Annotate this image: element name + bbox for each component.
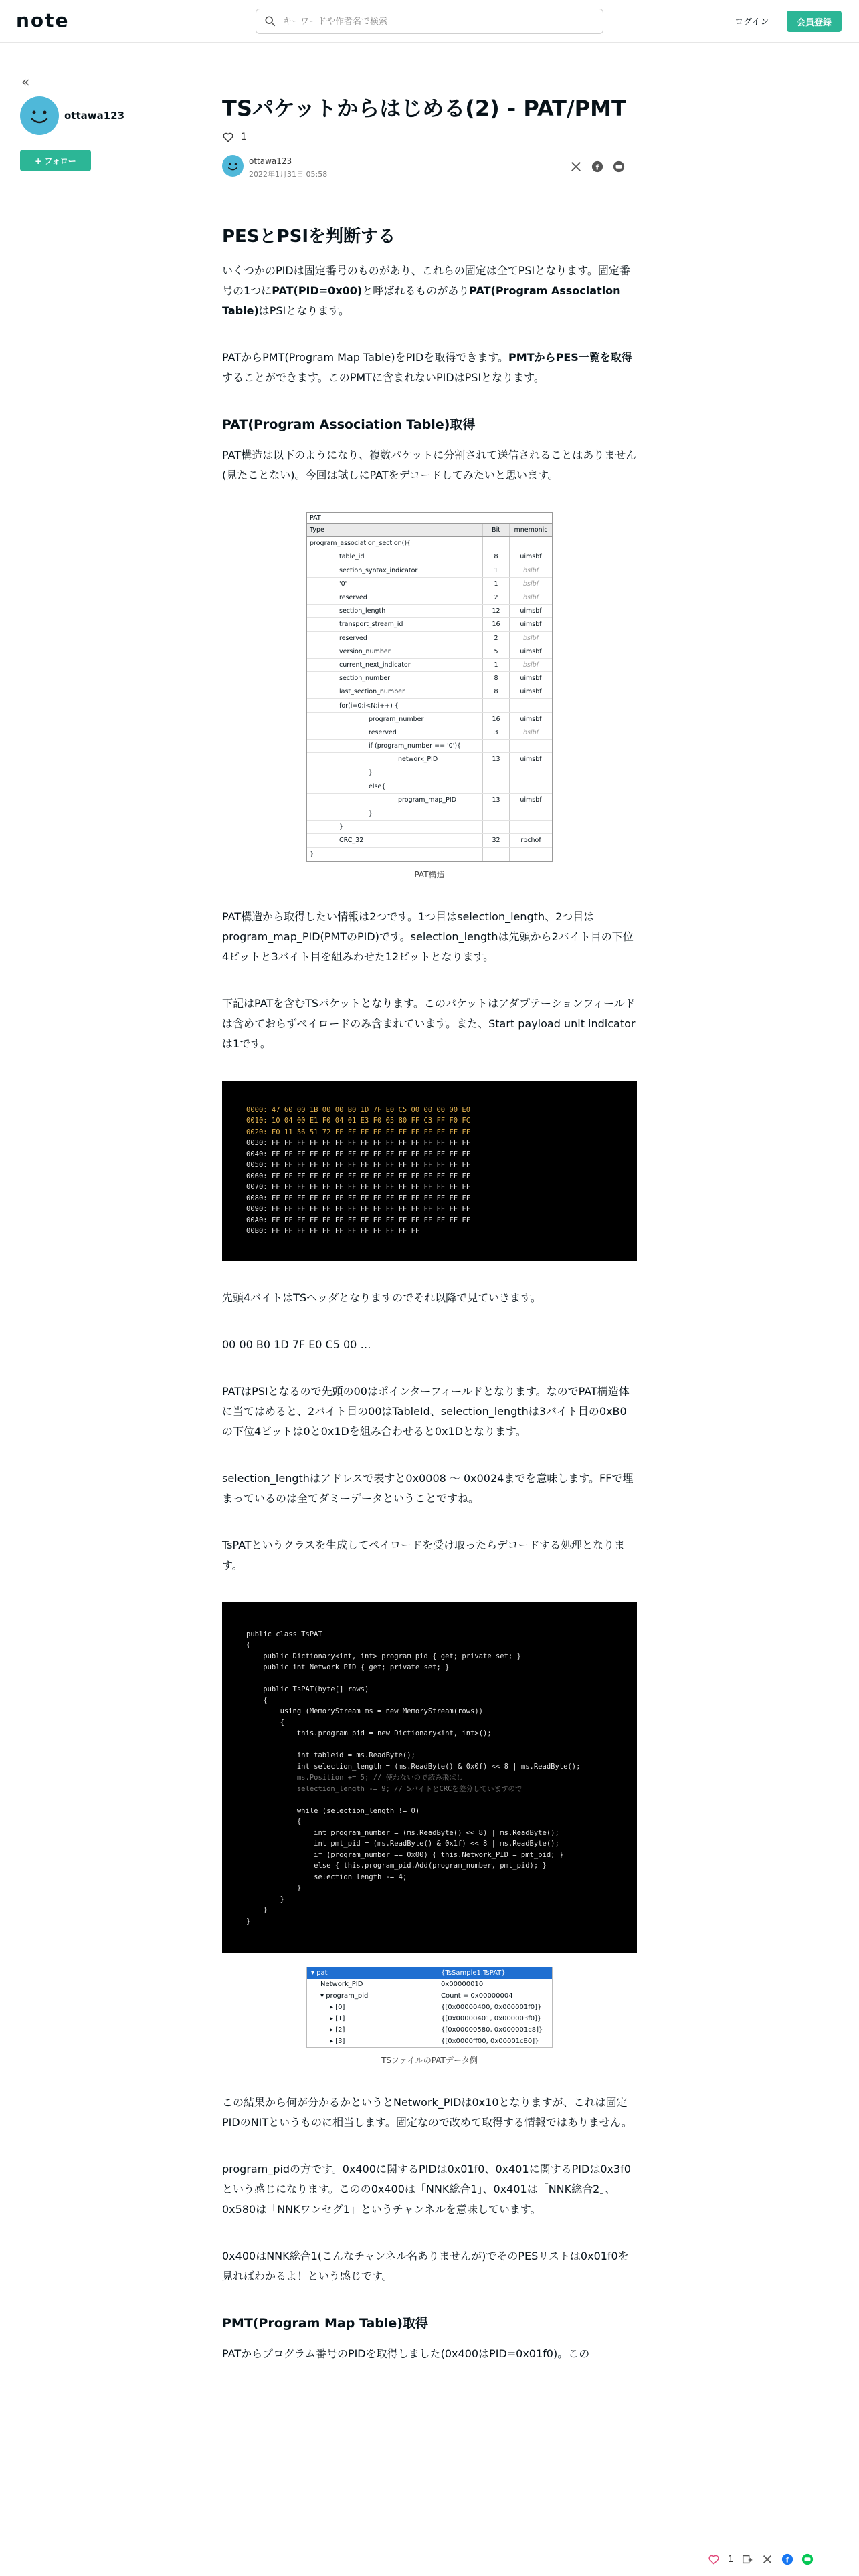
debug-tree-key: ▸ [3] (330, 2038, 345, 2046)
debug-tree-value: {[0x00000580, 0x000001c8]} (441, 2026, 543, 2034)
pat-table-row (307, 605, 552, 618)
hex-bytes: FF FF FF FF FF FF FF FF FF FF FF FF FF FF FF FF (267, 1183, 471, 1192)
code-line: while (selection_length != 0) (246, 1806, 420, 1815)
paragraph: 00 00 B0 1D 7F E0 C5 00 … (222, 1337, 371, 1351)
pat-table-row (307, 685, 552, 699)
line-share-icon[interactable] (613, 160, 625, 173)
hex-line (246, 1204, 613, 1215)
debug-tree-key: ▸ [1] (330, 2015, 345, 2023)
pat-table-row (307, 848, 552, 861)
debug-tree-key: ▾ pat (311, 1969, 328, 1977)
smiley-face-icon (222, 155, 244, 177)
hex-line (246, 1171, 613, 1182)
code-line (246, 1673, 613, 1685)
svg-text:f: f (595, 163, 599, 172)
pat-table-row (307, 699, 552, 712)
hex-dump-block (222, 1081, 637, 1261)
pat-field-mnemonic (509, 699, 552, 712)
article-body (222, 225, 637, 2391)
pat-field-mnemonic: uimsbf (509, 645, 552, 658)
hex-bytes: FF FF FF FF FF FF FF FF FF FF FF FF FF FF FF FF (267, 1172, 471, 1180)
code-line: ms.Position += 5; // 使わないので読み飛ばし (246, 1774, 464, 1782)
pat-field-bits: 2 (482, 632, 509, 645)
pat-field-name: reserved (339, 634, 367, 642)
pat-field-name: } (339, 823, 344, 831)
pat-table-row (307, 564, 552, 578)
debugger-tree (306, 1967, 553, 2048)
like-area (222, 131, 247, 143)
magazine-add-icon[interactable] (741, 2553, 753, 2565)
figure-caption: TSファイルのPATデータ例 (381, 2056, 478, 2066)
pat-field-name: if (program_number == '0'){ (369, 742, 462, 750)
pat-field-name: reserved (369, 728, 397, 736)
hex-bytes: FF FF FF FF FF FF FF FF FF FF FF FF FF FF FF FF (267, 1150, 471, 1158)
section-heading: PESとPSIを判断する (222, 227, 395, 247)
pat-field-bits: 3 (482, 726, 509, 739)
pat-field-name: for(i=0;i<N;i++) { (339, 702, 399, 710)
debug-tree-row[interactable] (307, 1990, 552, 2002)
paragraph: PATはPSIとなるので先頭の00はポインターフィールドとなります。なのでPAT構造体に当てはめると、2バイト目の00はTableId、selection_lengthは3バイト目の0xB0の下位4ビットは0と0x1Dを組み合わせると0x1Dとなります。 (222, 1384, 630, 1438)
pat-table-label: PAT (307, 513, 552, 524)
debug-tree-value: {TsSample1.TsPAT} (441, 1969, 506, 1977)
pat-field-mnemonic: bslbf (509, 632, 552, 645)
code-line: public Dictionary<int, int> program_pid { get; private set; } (246, 1652, 521, 1660)
hex-offset: 0030: (246, 1139, 268, 1148)
collapse-sidebar-icon[interactable]: « (21, 74, 30, 90)
article (222, 94, 637, 2361)
pat-field-name: program_map_PID (398, 796, 457, 804)
facebook-share-icon[interactable] (591, 160, 603, 173)
hex-line (246, 1127, 613, 1138)
debug-tree-value: Count = 0x00000004 (441, 1992, 513, 2000)
pat-field-mnemonic: bslbf (509, 564, 552, 577)
hex-offset: 0000: (246, 1105, 268, 1114)
pat-field-bits (482, 766, 509, 779)
pat-table-row (307, 659, 552, 672)
debug-tree-figure (222, 1967, 637, 2066)
hex-line (246, 1226, 613, 1237)
pat-field-bits: 16 (482, 618, 509, 631)
hex-bytes: 10 04 00 E1 F0 04 01 E3 F0 05 80 FF C3 FF F0 FC (267, 1117, 471, 1125)
code-line: selection_length -= 9; // 5バイトとCRCを差分していますので (246, 1784, 522, 1793)
hex-offset: 0010: (246, 1117, 268, 1125)
pat-field-name: else{ (369, 782, 386, 790)
code-line: selection_length -= 4; (246, 1872, 407, 1881)
pat-field-name: program_association_section(){ (310, 540, 411, 548)
pat-field-name: network_PID (398, 756, 438, 764)
debug-tree-row[interactable] (307, 2024, 552, 2036)
pat-field-mnemonic (509, 848, 552, 861)
pat-field-bits (482, 807, 509, 820)
header-mnemonic: mnemonic (509, 524, 552, 536)
debug-tree-key: Network_PID (320, 1981, 363, 1989)
pat-table-row (307, 821, 552, 834)
pat-field-bits: 1 (482, 564, 509, 577)
search-input[interactable] (283, 13, 591, 29)
pat-field-name: transport_stream_id (339, 621, 403, 629)
debug-tree-row[interactable] (307, 2002, 552, 2013)
follow-button[interactable]: + フォロー (20, 150, 91, 171)
pat-field-bits: 8 (482, 550, 509, 563)
author-name[interactable]: ottawa123 (64, 110, 125, 122)
code-line (246, 1739, 613, 1751)
author-avatar[interactable] (20, 96, 59, 135)
pat-field-name: } (369, 810, 373, 818)
code-line: { (246, 1818, 302, 1826)
pat-field-bits: 1 (482, 659, 509, 671)
meta-avatar[interactable] (222, 155, 244, 177)
search-icon (264, 15, 276, 27)
hex-bytes: FF FF FF FF FF FF FF FF FF FF FF FF FF FF FF FF (267, 1139, 471, 1148)
paragraph: 下記はPATを含むTSパケットとなります。このパケットはアダプテーションフィールドは含めておらずペイロードのみ含まれています。また、Start payload unit indicatorは1です。 (222, 996, 636, 1050)
line-share-icon[interactable] (801, 2553, 814, 2565)
code-line: } (246, 1917, 251, 1925)
pat-field-name: version_number (339, 647, 391, 655)
paragraph: この結果から何が分かるかというとNetwork_PIDは0x10となりますが、これは固定PIDのNITというものに相当します。固定なので改めて取得する情報ではありません。 (222, 2096, 632, 2129)
code-line: { (246, 1696, 268, 1705)
figure-caption: PAT構造 (414, 869, 445, 879)
debug-tree-value: {[0x00000401, 0x000003f0]} (441, 2015, 542, 2023)
hex-line (246, 1160, 613, 1171)
pat-field-name: CRC_32 (339, 837, 364, 845)
debug-tree-value: 0x00000010 (441, 1981, 484, 1989)
code-line: } (246, 1884, 302, 1893)
pat-field-mnemonic: uimsbf (509, 713, 552, 726)
pat-field-name: } (369, 769, 373, 777)
subsection-heading: PAT(Program Association Table)取得 (222, 417, 476, 432)
pat-table-row (307, 632, 552, 645)
code-line: { (246, 1718, 284, 1727)
pat-field-bits: 12 (482, 605, 509, 617)
debug-tree-row[interactable] (307, 2013, 552, 2024)
code-line: int pmt_pid = (ms.ReadByte() & 0x1f) << 8 | ms.ReadByte(); (246, 1840, 559, 1848)
pat-field-bits: 13 (482, 753, 509, 766)
paragraph: PAT構造は以下のようになり、複数パケットに分割されて送信されることはありません(見たことない)。今回は試しにPATをデコードしてみたいと思います。 (222, 449, 637, 481)
pat-field-bits: 2 (482, 591, 509, 604)
meta-author-name[interactable]: ottawa123 (249, 156, 292, 166)
pat-field-mnemonic: uimsbf (509, 685, 552, 698)
debug-tree-key: ▸ [0] (330, 2004, 345, 2012)
like-count: 1 (241, 132, 247, 142)
pat-table-header (307, 524, 552, 537)
pat-field-mnemonic (509, 766, 552, 779)
pat-field-name: '0' (339, 580, 347, 588)
pat-field-bits (482, 821, 509, 833)
pat-table-row (307, 537, 552, 550)
paragraph: program_pidの方です。0x400に関するPIDは0x01f0、0x401に関するPIDは0x3f0という感じになります。このの0x400は「NNK総合1」、0x401は「NNK総合2」、0x580は「NNKワンセグ1」というチャンネルを意味しています。 (222, 2163, 631, 2216)
hex-offset: 0040: (246, 1150, 268, 1158)
hex-offset: 0050: (246, 1161, 268, 1170)
floating-action-bar (708, 2553, 814, 2565)
pat-field-name: } (310, 850, 314, 858)
pat-field-mnemonic: uimsbf (509, 753, 552, 766)
heart-icon[interactable] (222, 131, 234, 143)
pat-field-name: current_next_indicator (339, 661, 411, 669)
debug-tree-row[interactable] (307, 1979, 552, 1990)
pat-field-name: program_number (369, 715, 424, 723)
debug-tree-row[interactable] (307, 2036, 552, 2047)
pat-field-bits: 8 (482, 672, 509, 685)
heart-icon[interactable] (708, 2553, 720, 2565)
pat-table-row (307, 834, 552, 847)
pat-structure-table (306, 512, 553, 862)
pat-field-bits: 32 (482, 834, 509, 847)
pat-table-row (307, 780, 552, 794)
hex-line (246, 1138, 613, 1149)
debug-tree-key: ▸ [2] (330, 2026, 345, 2034)
signup-button[interactable]: 会員登録 (787, 11, 842, 32)
code-line (246, 1794, 613, 1806)
note-logo[interactable]: note (16, 9, 70, 31)
pat-field-bits (482, 699, 509, 712)
hex-offset: 0090: (246, 1205, 268, 1214)
code-line: { (246, 1641, 251, 1650)
debug-tree-value: {[0x00000400, 0x000001f0]} (441, 2004, 542, 2012)
hex-line (246, 1105, 613, 1116)
code-line: int program_number = (ms.ReadByte() << 8) | ms.ReadByte(); (246, 1828, 559, 1837)
pat-field-name: table_id (339, 553, 365, 561)
pat-table-row (307, 550, 552, 564)
code-line: using (MemoryStream ms = new MemoryStream(rows)) (246, 1707, 484, 1716)
pat-field-bits (482, 537, 509, 550)
hex-bytes: F0 11 56 51 72 FF FF FF FF FF FF FF FF FF FF FF (267, 1128, 471, 1136)
pat-field-bits: 1 (482, 578, 509, 591)
pat-field-mnemonic (509, 821, 552, 833)
publish-date: 2022年1月31日 05:58 (249, 170, 328, 179)
pat-field-bits: 16 (482, 713, 509, 726)
pat-field-name: section_number (339, 675, 391, 683)
pat-table-row (307, 766, 552, 780)
paragraph: TsPATというクラスを生成してペイロードを受け取ったらデコードする処理となります。 (222, 1538, 625, 1572)
x-share-icon[interactable] (761, 2553, 773, 2565)
pat-structure-figure (222, 512, 637, 880)
pat-field-mnemonic (509, 537, 552, 550)
paragraph: 先頭4バイトはTSヘッダとなりますのでそれ以降で見ていきます。 (222, 1291, 541, 1304)
pat-field-mnemonic: uimsbf (509, 550, 552, 563)
paragraph: PATからPMT(Program Map Table)をPIDを取得できます。PMTからPES一覧を取得することができます。このPMTに含まれないPIDはPSIとなります。 (222, 351, 632, 384)
pat-table-row (307, 618, 552, 631)
search-box[interactable] (256, 9, 603, 34)
header-bit: Bit (482, 524, 509, 536)
x-share-icon[interactable] (570, 160, 582, 173)
pat-field-mnemonic: bslbf (509, 726, 552, 739)
csharp-code-block (222, 1602, 637, 1954)
pat-field-bits (482, 780, 509, 793)
code-line: if (program_number == 0x00) { this.Network_PID = pmt_pid; } (246, 1850, 564, 1859)
pat-field-bits: 8 (482, 685, 509, 698)
pat-field-bits: 13 (482, 794, 509, 807)
debug-tree-value: {[0x0000ff00, 0x00001c80]} (441, 2038, 539, 2046)
pat-field-name: section_length (339, 607, 386, 615)
pat-table-row (307, 713, 552, 726)
svg-text:f: f (785, 2555, 789, 2565)
pat-table-row (307, 740, 552, 753)
pat-field-mnemonic: rpchof (509, 834, 552, 847)
debug-tree-key: ▾ program_pid (320, 1992, 369, 2000)
hex-offset: 00A0: (246, 1216, 268, 1224)
pat-field-name: section_syntax_indicator (339, 566, 418, 574)
article-title: TSパケットからはじめる(2) - PAT/PMT (222, 96, 626, 121)
hex-offset: 0060: (246, 1172, 268, 1180)
pat-field-mnemonic: uimsbf (509, 794, 552, 807)
code-line: public class TsPAT (246, 1630, 322, 1638)
facebook-share-icon[interactable] (781, 2553, 793, 2565)
header-type: Type (310, 526, 324, 534)
hex-bytes: FF FF FF FF FF FF FF FF FF FF FF FF FF FF FF FF (267, 1205, 471, 1214)
pat-table-row (307, 578, 552, 591)
subsection-heading: PMT(Program Map Table)取得 (222, 2316, 428, 2331)
hex-line (246, 1115, 613, 1127)
pat-field-name: last_section_number (339, 688, 405, 696)
pat-field-bits (482, 848, 509, 861)
pat-table-row (307, 807, 552, 821)
code-line: int selection_length = (ms.ReadByte() & 0x0f) << 8 | ms.ReadByte(); (246, 1762, 581, 1771)
hex-bytes: 47 60 00 1B 00 00 B0 1D 7F E0 C5 00 00 00 00 E0 (267, 1105, 471, 1114)
smiley-face-icon (20, 96, 59, 135)
hex-line (246, 1149, 613, 1160)
hex-offset: 0070: (246, 1183, 268, 1192)
hex-bytes: FF FF FF FF FF FF FF FF FF FF FF FF FF FF FF FF (267, 1194, 471, 1202)
hex-offset: 00B0: (246, 1227, 268, 1236)
hex-bytes: FF FF FF FF FF FF FF FF FF FF FF FF FF FF FF FF (267, 1161, 471, 1170)
paragraph: PATからプログラム番号のPIDを取得しました(0x400はPID=0x01f0)。この (222, 2347, 590, 2361)
login-link[interactable]: ログイン (735, 17, 769, 27)
hex-line (246, 1182, 613, 1193)
pat-field-mnemonic (509, 780, 552, 793)
code-line: this.program_pid = new Dictionary<int, int>(); (246, 1729, 492, 1738)
pat-table-row (307, 591, 552, 605)
paragraph: PAT構造から取得したい情報は2つです。1つ目はselection_length、2つ目はprogram_map_PID(PMTのPID)です。selection_lengthは先頭から2バイト目の下位4ビットと3バイト目を組みわせた12ビットとなります。 (222, 909, 634, 963)
paragraph: いくつかのPIDは固定番号のものがあり、これらの固定は全てPSIとなります。固定番号の1つにPAT(PID=0x00)と呼ばれるものがありPAT(Program Association Table)はPSIとなります。 (222, 264, 630, 317)
pat-field-bits: 5 (482, 645, 509, 658)
hex-line (246, 1193, 613, 1204)
code-line: else { this.program_pid.Add(program_number, pmt_pid); } (246, 1862, 547, 1870)
code-line: public int Network_PID { get; private set; } (246, 1663, 450, 1672)
hex-offset: 0080: (246, 1194, 268, 1202)
hex-bytes: FF FF FF FF FF FF FF FF FF FF FF FF (267, 1227, 420, 1236)
paragraph: selection_lengthはアドレスで表すと0x0008 〜 0x0024までを意味します。FFで埋まっているのは全てダミーデータということですね。 (222, 1471, 634, 1505)
pat-field-mnemonic: bslbf (509, 591, 552, 604)
float-like-count: 1 (728, 2554, 734, 2565)
pat-field-mnemonic: bslbf (509, 578, 552, 591)
pat-field-mnemonic: uimsbf (509, 672, 552, 685)
pat-table-row (307, 672, 552, 685)
share-icons (570, 160, 625, 173)
code-line: } (246, 1906, 268, 1915)
hex-line (246, 1215, 613, 1226)
pat-field-name: reserved (339, 594, 367, 602)
hex-bytes: FF FF FF FF FF FF FF FF FF FF FF FF FF FF FF FF (267, 1216, 471, 1224)
hex-offset: 0020: (246, 1128, 268, 1136)
site-header (0, 0, 859, 43)
code-line: public TsPAT(byte[] rows) (246, 1685, 369, 1694)
pat-field-mnemonic: uimsbf (509, 605, 552, 617)
pat-table-row (307, 794, 552, 807)
code-line: int tableid = ms.ReadByte(); (246, 1751, 415, 1760)
pat-field-mnemonic: bslbf (509, 659, 552, 671)
pat-table-row (307, 726, 552, 740)
code-line: } (246, 1895, 284, 1903)
pat-table-row (307, 645, 552, 659)
paragraph: 0x400はNNK総合1(こんなチャンネル名ありませんが)でそのPESリストは0x01f0を見ればわかるよ！という感じです。 (222, 2250, 629, 2283)
debug-tree-row[interactable] (307, 1967, 552, 1979)
pat-field-bits (482, 740, 509, 752)
pat-table-row (307, 753, 552, 766)
pat-field-mnemonic (509, 740, 552, 752)
pat-field-mnemonic (509, 807, 552, 820)
pat-field-mnemonic: uimsbf (509, 618, 552, 631)
